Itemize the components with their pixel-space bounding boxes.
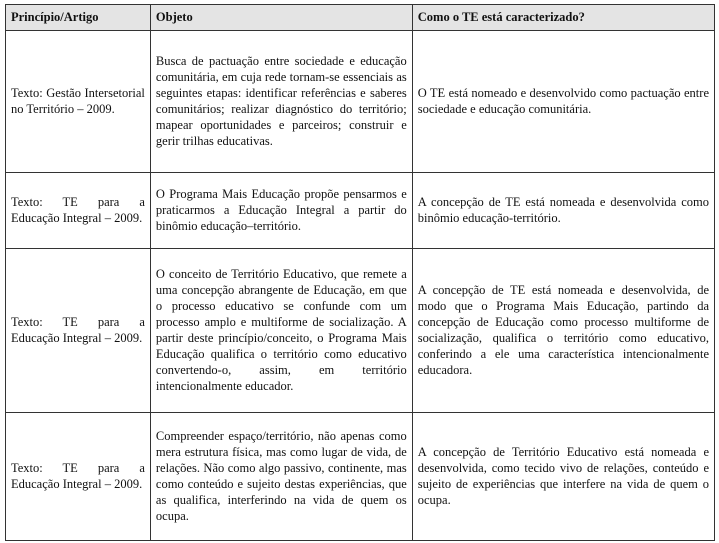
- header-principio: Princípio/Artigo: [6, 5, 151, 31]
- cell-objeto: O Programa Mais Educação propõe pensarmos e praticarmos a Educação Integral a partir do binômio educação–território.: [150, 173, 412, 249]
- cell-principio: Texto: TE para a Educação Integral – 2009.: [6, 413, 151, 541]
- header-caracterizacao: Como o TE está caracterizado?: [412, 5, 714, 31]
- cell-objeto: O conceito de Território Educativo, que remete a uma concepção abrangente de Educação, em que o processo educativo se confunde com um processo amplo e multiforme de socialização. A partir deste princípio/conceito, o Programa Mais Educação qualifica o território como educativo convertendo-o, assim, em território intencionalmente educador.: [150, 249, 412, 413]
- table-row: [6, 249, 715, 413]
- cell-objeto: Busca de pactuação entre sociedade e educação comunitária, em cuja rede tornam-se essenciais as seguintes etapas: identificar referências e saberes comunitários; realizar diagnóstico do território; mapear oportunidades e parceiros; construir e gerir trilhas educativas.: [150, 31, 412, 173]
- cell-objeto: Compreender espaço/território, não apenas como mera estrutura física, mas como lugar de vida, de relações. Não como algo passivo, continente, mas como conteúdo e sujeito destas experiências, que as qualifica, interferindo na vida de quem os ocupa.: [150, 413, 412, 541]
- table-row: [6, 413, 715, 541]
- table-header-row: [6, 5, 715, 31]
- cell-principio: Texto: TE para a Educação Integral – 2009.: [6, 173, 151, 249]
- cell-caracterizacao: A concepção de TE está nomeada e desenvolvida como binômio educação-território.: [412, 173, 714, 249]
- header-objeto: Objeto: [150, 5, 412, 31]
- table-row: [6, 31, 715, 173]
- cell-principio: Texto: TE para a Educação Integral – 2009.: [6, 249, 151, 413]
- cell-principio: Texto: Gestão Intersetorial no Território – 2009.: [6, 31, 151, 173]
- cell-caracterizacao: A concepção de TE está nomeada e desenvolvida, de modo que o Programa Mais Educação, partindo da concepção de Educação como processo multiforme de socialização, qualifica o território como educativo, conferindo a ele uma característica intencionalmente educadora.: [412, 249, 714, 413]
- table-row: [6, 173, 715, 249]
- cell-caracterizacao: A concepção de Território Educativo está nomeada e desenvolvida, como tecido vivo de relações, conteúdo e sujeito de experiências que interfere na vida de quem o ocupa.: [412, 413, 714, 541]
- cell-caracterizacao: O TE está nomeado e desenvolvido como pactuação entre sociedade e educação comunitária.: [412, 31, 714, 173]
- principles-table: [5, 4, 715, 541]
